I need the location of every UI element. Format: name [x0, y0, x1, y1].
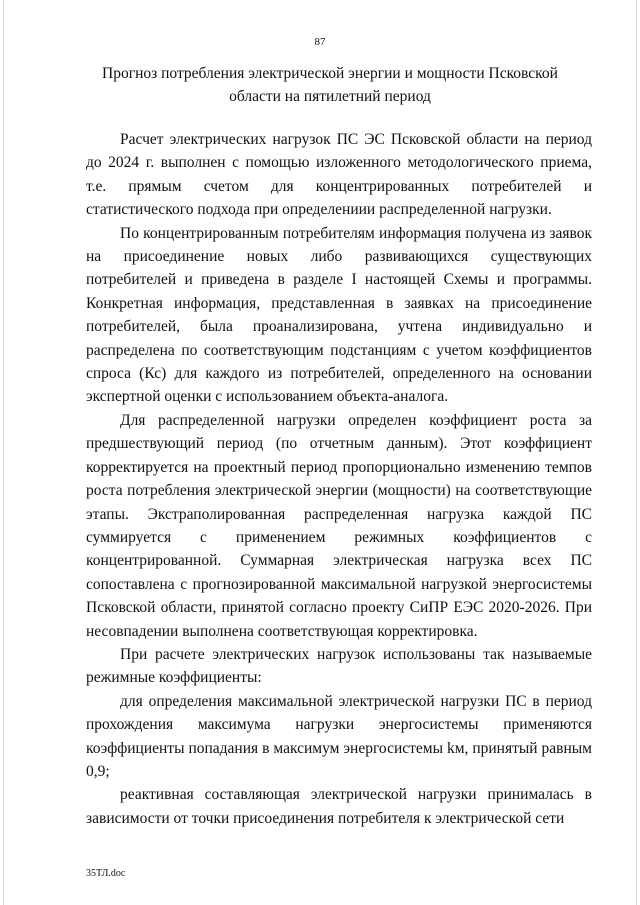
section-title — [80, 62, 580, 108]
paragraph: Для распределенной нагрузки определен коэффициент роста за предшествующий период (по отчетным данным). Этот коэффициент корректируется на проектный период пропорционально изменению темпов роста потребления электрической энергии (мощности) на соответствующие этапы. Экстраполированная распределенная нагрузка каждой ПС суммируется с применением режимных коэффициентов с концентрированной. Суммарная электрическая нагрузка всех ПС сопоставлена с прогнозированной максимальной нагрузкой энергосистемы Псковской области, принятой согласно проекту СиПР ЕЭС 2020-2026. При несовпадении выполнена соответствующая корректировка. — [86, 411, 592, 640]
page-number: 87 — [314, 36, 326, 48]
paragraph: По концентрированным потребителям информация получена из заявок на присоединение новых либо развивающихся существующих потребителей и приведена в разделе I настоящей Схемы и программы. Конкретная информация, представленная в заявках на присоединение потребителей, была проанализирована, учтена индивидуально и распределена по соответствующим подстанциям с учетом коэффициентов спроса (Кс) для каждого из потребителей, определенного на основании экспертной оценки с использованием объекта-аналога. — [86, 224, 592, 406]
section-title-line: области на пятилетний период — [229, 88, 431, 105]
footer-filename: 35ТЛ.doc — [86, 868, 126, 879]
paragraph: реактивная составляющая электрической нагрузки принималась в зависимости от точки присоединения потребителя к электрической сети — [86, 786, 592, 827]
page-left-edge — [3, 0, 4, 905]
paragraph: Расчет электрических нагрузок ПС ЭС Псковской области на период до 2024 г. выполнен с помощью изложенного методологического приема, т.е. прямым счетом для концентрированных потребителей и статистического подхода при определениии распределенной нагрузки. — [86, 131, 592, 219]
section-title-line: Прогноз потребления электрической энергии и мощности Псковской — [102, 65, 558, 82]
body-text — [86, 128, 592, 830]
paragraph: для определения максимальной электрической нагрузки ПС в период прохождения максимума нагрузки энергосистемы применяются коэффициенты попадания в максимум энергосистемы kм, принятый равным 0,9; — [86, 692, 592, 780]
paragraph: При расчете электрических нагрузок использованы так называемые режимные коэффициенты: — [86, 645, 592, 687]
page-right-edge — [636, 0, 637, 905]
